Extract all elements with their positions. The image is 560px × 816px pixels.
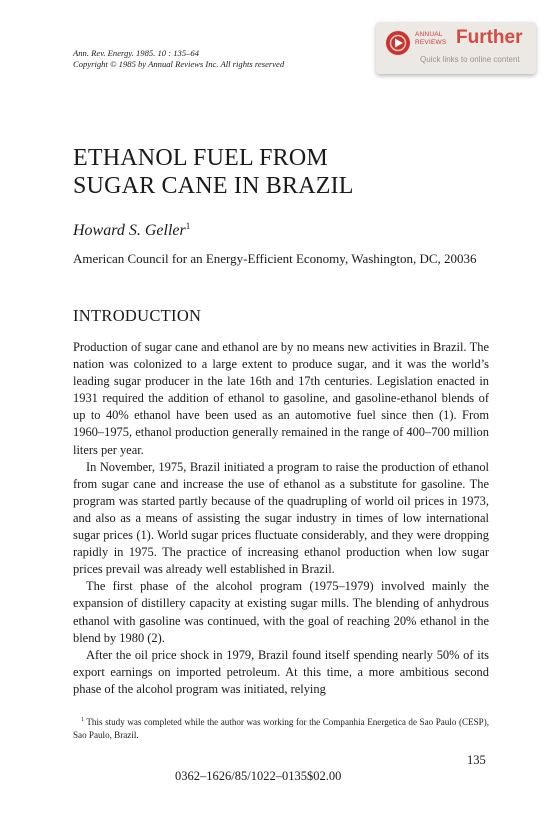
article-title [73, 144, 354, 200]
footnote-text: This study was completed while the author was working for the Companhia Energetica de Sao Paulo (CESP), Sao Paulo, Brazil. [73, 717, 490, 740]
play-arrow-icon [385, 30, 411, 56]
citation-line-2: Copyright © 1985 by Annual Reviews Inc. All rights reserved [73, 59, 285, 69]
author-line [73, 221, 190, 240]
article-body [73, 339, 489, 698]
author-affiliation: American Council for an Energy-Efficient Economy, Washington, DC, 20036 [73, 251, 477, 266]
citation-line-1: Ann. Rev. Energy. 1985. 10 : 135–64 [73, 48, 200, 58]
author-footnote-mark: 1 [185, 221, 191, 231]
page-number: 135 [467, 753, 486, 767]
section-heading: INTRODUCTION [73, 306, 202, 325]
title-line-2: SUGAR CANE IN BRAZIL [73, 173, 354, 199]
badge-brand-line-2: REVIEWS [415, 38, 447, 46]
footnote-mark: 1 [81, 717, 84, 723]
title-line-1: ETHANOL FUEL FROM [73, 145, 328, 171]
body-paragraph: The first phase of the alcohol program (1975–1979) involved mainly the expansion of distillery capacity at existing sugar mills. The blending of anhydrous ethanol with gasoline was continued, with the goal of reaching 20% ethanol in the blend by 1980 (2). [73, 579, 489, 645]
further-reviews-badge[interactable] [376, 22, 536, 74]
badge-brand-line-1: ANNUAL [415, 31, 443, 38]
article-code: 0362–1626/85/1022–0135$02.00 [175, 769, 342, 783]
body-paragraph: After the oil price shock in 1979, Brazil found itself spending nearly 50% of its export earnings on imported petroleum. At this time, a more ambitious second phase of the alcohol program was initiated, relying [73, 647, 489, 696]
author-name: Howard S. Geller [73, 222, 186, 239]
journal-citation [73, 48, 284, 70]
body-paragraph: In November, 1975, Brazil initiated a program to raise the production of ethanol from sugar cane and increase the use of ethanol as a substitute for gasoline. The program was started partly because of the quadrupling of world oil prices in 1973, and also as a means of assisting the sugar industry in times of low international sugar prices (1). World sugar prices fluctuate considerably, and they were dropping rapidly in 1975. The practice of increasing ethanol production when low sugar prices prevail was already well established in Brazil. [73, 459, 489, 577]
badge-subtitle: Quick links to online content [420, 55, 520, 64]
badge-brand-text [415, 31, 446, 46]
body-paragraph: Production of sugar cane and ethanol are by no means new activities in Brazil. The nation was colonized to a large extent to produce sugar, and it was the world’s leading sugar producer in the late 16th and 17th centuries. Legislation enacted in 1931 required the addition of ethanol to gasoline, and gasoline-ethanol blends of up to 40% ethanol have been used as an automotive fuel since then (1). From 1960–1975, ethanol production generally remained in the range of 400–700 million liters per year. [73, 340, 489, 457]
badge-further-label: Further [456, 27, 523, 48]
footnote [73, 714, 489, 742]
